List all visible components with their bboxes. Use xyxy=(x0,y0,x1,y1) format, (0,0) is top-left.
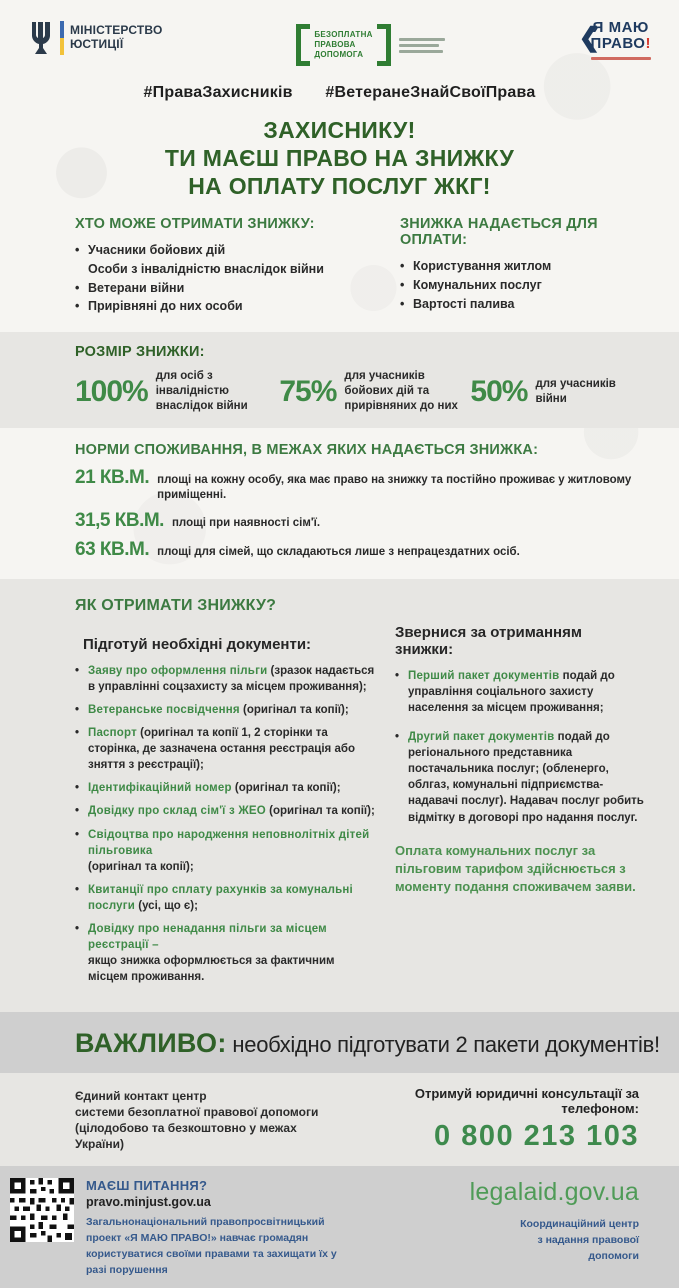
footer-left xyxy=(10,1178,341,1278)
percent-label: для учасників війни xyxy=(535,377,616,405)
documents-column xyxy=(75,624,375,993)
doc-item: • Ветеранське посвідчення (оригінал та копії); xyxy=(75,702,375,718)
left-bracket-icon xyxy=(296,24,310,66)
list-item: • Користування житлом xyxy=(400,257,634,276)
eligibility-section xyxy=(0,200,679,316)
size-item-50 xyxy=(470,369,619,414)
doc-item: • Довідку про ненадання пільги за місцем реєстрації – якщо знижка оформлюється за фактичним місцем проживання. xyxy=(75,921,375,985)
question-heading: МАЄШ ПИТАННЯ? xyxy=(86,1178,208,1194)
norm-label: площі для сімей, що складаються лише з непрацездатних осіб. xyxy=(157,545,520,558)
contact-section xyxy=(0,1073,679,1166)
norm-value: 63 КВ.М. xyxy=(75,538,150,560)
percent-value: 75% xyxy=(279,374,337,408)
important-text: необхідно підготувати 2 пакети документів! xyxy=(226,1032,660,1058)
doc-item: • Свідоцтва про народження неповнолітніх дітей пільговика (оригінал та копії); xyxy=(75,827,375,875)
important-banner xyxy=(0,1012,679,1059)
pravo-line2: ПРАВО! xyxy=(590,34,651,52)
bpd-caption-lines xyxy=(399,38,445,53)
apply-column xyxy=(395,624,644,993)
bpd-line1: БЕЗОПЛАТНА xyxy=(314,30,373,39)
ministry-label xyxy=(70,24,163,52)
doc-item: • Довідку про склад сім'ї з ЖЕО (оригінал та копії); xyxy=(75,803,375,819)
doc-item: • Квитанції про сплату рахунків за комунальні послуги (усі, що є); xyxy=(75,882,375,914)
qr-code[interactable] xyxy=(10,1178,74,1242)
ministry-line1: МІНІСТЕРСТВО xyxy=(70,23,163,38)
norm-label: площі на кожну особу, яка має право на знижку та постійно проживає у житловому приміщенні. xyxy=(157,473,632,501)
list-item: • Ветерани війни xyxy=(75,279,400,298)
documents-list xyxy=(75,663,375,986)
footer-question-block xyxy=(86,1178,341,1278)
discount-for-heading: ЗНИЖКА НАДАЄТЬСЯ ДЛЯ ОПЛАТИ: xyxy=(400,216,598,249)
ministry-line2: ЮСТИЦІЇ xyxy=(70,37,124,51)
who-column xyxy=(75,216,400,316)
title-line1: ЗАХИСНИКУ! xyxy=(263,117,416,143)
important-label: ВАЖЛИВО: xyxy=(75,1028,227,1059)
norm-value: 31,5 КВ.М. xyxy=(75,509,164,531)
list-item: Особи з інвалідністю внаслідок війни xyxy=(88,261,324,276)
docs-subheading: Підготуй необхідні документи: xyxy=(83,635,312,653)
pravo-minjust-link[interactable]: pravo.minjust.gov.ua xyxy=(86,1195,211,1210)
free-legal-aid-logo xyxy=(296,24,444,66)
norms-heading: НОРМИ СПОЖИВАННЯ, В МЕЖАХ ЯКИХ НАДАЄТЬСЯ ЗНИЖКА: xyxy=(75,441,539,458)
norm-value: 21 КВ.М. xyxy=(75,466,150,488)
hotline-phone-number[interactable]: 0 800 213 103 xyxy=(434,1120,639,1153)
apply-item: • Другий пакет документів подай до регіонального представника постачальника послуг; (обленерго, облгаз, комунальні підприємства-надавачі послуг). Надавач послуг робить відмітку в договорі про надання послуг. xyxy=(395,729,644,826)
how-to-get-section xyxy=(0,579,679,1013)
apply-subheading: Звернися за отриманням знижки: xyxy=(395,623,582,658)
title-line2: ТИ МАЄШ ПРАВО НА ЗНИЖКУ xyxy=(164,145,515,172)
doc-item: • Ідентифікаційний номер (оригінал та копії); xyxy=(75,780,375,796)
norm-row xyxy=(75,539,639,561)
contact-line2: системи безоплатної правової допомоги xyxy=(75,1104,319,1119)
size-heading: РОЗМІР ЗНИЖКИ: xyxy=(75,344,205,361)
bpd-line2: ПРАВОВА xyxy=(314,40,356,49)
title-line3: НА ОПЛАТУ ПОСЛУГ ЖКГ! xyxy=(188,173,491,200)
hashtag-veteran-know-rights: #ВетеранеЗнайСвоїПрава xyxy=(325,84,536,101)
discount-for-list xyxy=(400,257,634,313)
flag-bar xyxy=(60,21,64,55)
consumption-norms-section xyxy=(0,428,679,561)
pravo-caption-line xyxy=(591,57,651,60)
percent-value: 50% xyxy=(470,374,528,408)
phone-block xyxy=(342,1086,639,1153)
list-item: • Вартості палива xyxy=(400,295,634,314)
ministry-of-justice-logo xyxy=(28,20,163,56)
percent-label: для осіб з інвалідністю внаслідок війни xyxy=(155,370,248,413)
right-bracket-icon xyxy=(377,24,391,66)
i-have-right-logo xyxy=(579,20,651,60)
discount-size-section xyxy=(0,332,679,428)
bracket-logo xyxy=(296,24,390,66)
footer-right xyxy=(470,1178,639,1278)
size-item-100 xyxy=(75,369,279,414)
project-description: Загальнонаціональний правопросвітницький проект «Я МАЮ ПРАВО!» навчає громадян користуватися своїми правами та захищати їх у разі порушення xyxy=(86,1216,337,1276)
apply-item: • Перший пакет документів подай до управління соціального захисту населення за місцем проживання; xyxy=(395,668,644,716)
phone-label: Отримуй юридичні консультації за телефоном: xyxy=(414,1086,639,1117)
list-item: • Прирівняні до них особи xyxy=(75,297,400,316)
bpd-line3: ДОПОМОГА xyxy=(314,50,364,59)
list-item: • Комунальних послуг xyxy=(400,276,634,295)
contact-center-info xyxy=(75,1088,342,1153)
footer xyxy=(0,1166,679,1288)
pravo-line1: Я МАЮ xyxy=(592,19,649,36)
doc-item: • Паспорт (оригінал та копії 1, 2 сторінки та сторінка, де зазначена остання реєстрація або зняття з реєстрації); xyxy=(75,725,375,773)
discount-for-column xyxy=(400,216,634,316)
percent-value: 100% xyxy=(75,374,148,408)
speech-bracket-icon: ❮ xyxy=(578,22,601,52)
header xyxy=(0,0,679,66)
hashtags xyxy=(0,84,679,102)
hashtag-defenders-rights: #ПраваЗахисників xyxy=(143,84,293,101)
norm-label: площі при наявності сім'ї. xyxy=(171,516,321,529)
list-item: • Учасники бойових дій xyxy=(75,241,400,260)
payment-note: Оплата комунальних послуг за пільговим тарифом здійснюється з моменту подання споживачем заяви. xyxy=(395,842,636,895)
norm-row xyxy=(75,467,639,503)
how-heading: ЯК ОТРИМАТИ ЗНИЖКУ? xyxy=(75,596,277,614)
exclamation-mark: ! xyxy=(645,34,651,52)
trident-icon xyxy=(28,20,54,56)
bpd-label xyxy=(310,24,376,66)
legalaid-link[interactable]: legalaid.gov.ua xyxy=(469,1178,639,1207)
who-list xyxy=(75,241,400,316)
norm-row xyxy=(75,510,639,532)
contact-line1: Єдиний контакт центр xyxy=(75,1088,207,1103)
contact-line3: (цілодобово та безкоштовно у межах України) xyxy=(75,1120,297,1152)
who-heading: ХТО МОЖЕ ОТРИМАТИ ЗНИЖКУ: xyxy=(75,216,315,233)
how-grid xyxy=(75,624,644,993)
size-item-75 xyxy=(279,369,470,414)
doc-item: • Заяву про оформлення пільги (зразок надається в управлінні соцзахисту за місцем проживання); xyxy=(75,663,375,695)
page-title xyxy=(0,116,679,200)
percent-label: для учасників бойових дій та прирівняних до них xyxy=(344,370,458,413)
apply-list xyxy=(395,668,644,826)
size-row xyxy=(75,369,619,414)
coordination-center-credit: Координаційний центр з надання правової допомоги xyxy=(520,1218,639,1262)
